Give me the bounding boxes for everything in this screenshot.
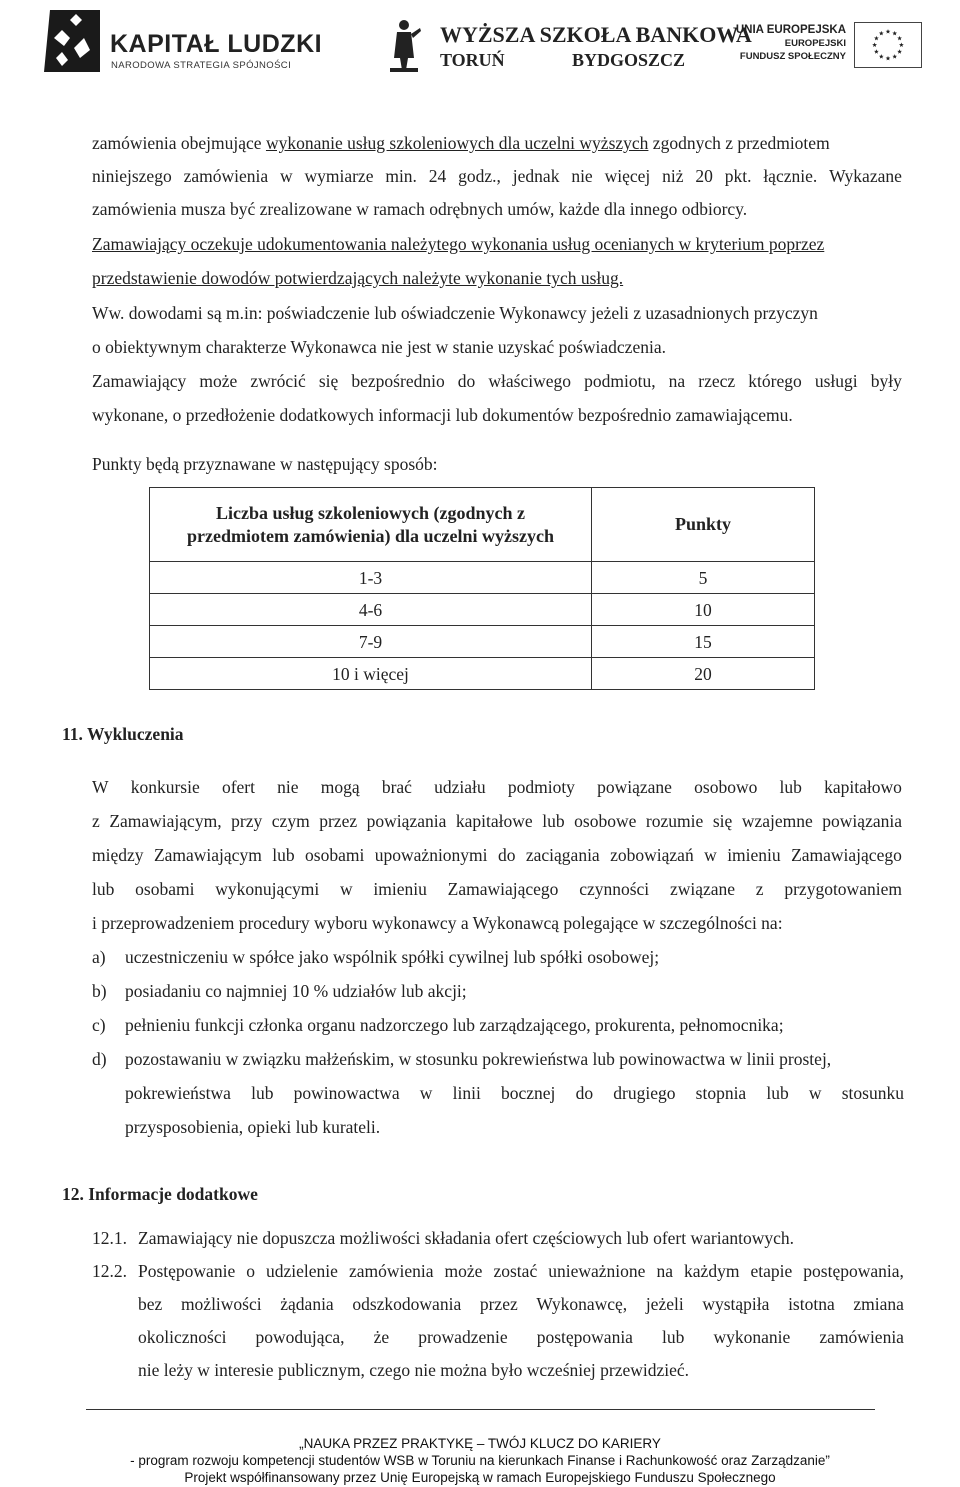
list-item-text: pełnieniu funkcji członka organu nadzorczego lub zarządzającego, prokurenta, pełnomocnika; bbox=[125, 1015, 784, 1035]
section-11-heading: 11. Wykluczenia bbox=[62, 724, 184, 744]
eu-line1: UNIA EUROPEJSKA bbox=[735, 24, 846, 36]
list-item-text: uczestniczeniu w spółce jako wspólnik spółki cywilnej lub spółki osobowej; bbox=[125, 947, 660, 967]
word: prowadzenie bbox=[418, 1327, 508, 1347]
table-cell-count: 4-6 bbox=[358, 600, 383, 620]
word: z bbox=[755, 879, 764, 899]
wsb-name: WYŻSZA SZKOŁA BANKOWA bbox=[440, 22, 752, 47]
word: drugiego bbox=[613, 1083, 676, 1103]
word: w bbox=[340, 879, 353, 899]
intro-line-1 bbox=[92, 133, 830, 154]
table-cell-points: 10 bbox=[694, 600, 712, 620]
word: do bbox=[497, 845, 516, 865]
word: udziału bbox=[434, 777, 486, 797]
intro-line-2 bbox=[92, 166, 902, 187]
word: związane bbox=[669, 879, 736, 899]
eu-logo bbox=[735, 22, 922, 72]
wsb-statue-icon bbox=[384, 18, 424, 72]
word: osobowe bbox=[574, 811, 637, 831]
word: postępowania, bbox=[803, 1261, 904, 1281]
kapital-ludzki-logo bbox=[40, 8, 323, 76]
word: upoważnionymi bbox=[374, 845, 488, 865]
table-header-divider bbox=[150, 561, 814, 562]
table-cell-count: 10 i więcej bbox=[332, 664, 409, 684]
word: linii bbox=[452, 1083, 481, 1103]
word: Postępowanie bbox=[138, 1261, 236, 1281]
eu-flag-icon bbox=[854, 22, 922, 68]
word: między bbox=[92, 845, 144, 865]
word: zmiana bbox=[853, 1294, 904, 1314]
intro-line-5: przedstawienie dowodów potwierdzających należyte wykonanie tych usług. bbox=[92, 268, 624, 288]
table-cell-count: 7-9 bbox=[358, 632, 383, 652]
word: osobami bbox=[135, 879, 195, 899]
word: pokrewieństwa bbox=[125, 1083, 231, 1103]
section-12-heading: 12. Informacje dodatkowe bbox=[62, 1184, 258, 1204]
word: w bbox=[279, 166, 293, 186]
word: nie bbox=[571, 166, 593, 186]
word: może bbox=[444, 1261, 483, 1281]
word: min. bbox=[385, 166, 417, 186]
word: kapitałowe bbox=[455, 811, 533, 831]
word: rozumie bbox=[645, 811, 704, 831]
word: Zamawiającego bbox=[447, 879, 559, 899]
word: lub bbox=[766, 1083, 789, 1103]
word: udzielenie bbox=[266, 1261, 338, 1281]
word: mogą bbox=[320, 777, 360, 797]
word: powiązane bbox=[597, 777, 672, 797]
table-row-divider bbox=[150, 625, 814, 626]
word: w bbox=[808, 1083, 822, 1103]
section-11-line-5: i przeprowadzeniem procedury wyboru wykonawcy a Wykonawcą polegające w szczególności na: bbox=[92, 913, 783, 933]
exclusion-list-item bbox=[92, 947, 106, 968]
word: W bbox=[92, 777, 109, 797]
table-cell-points: 5 bbox=[698, 568, 708, 588]
word: rzecz bbox=[698, 371, 736, 391]
word: etapie bbox=[750, 1261, 793, 1281]
word: zamówienia bbox=[348, 1261, 434, 1281]
section-11-line-3 bbox=[92, 845, 902, 866]
word: kapitałowo bbox=[824, 777, 902, 797]
footer-line-2: - program rozwoju kompetencji studentów WSB w Toruniu na kierunkach Finanse i Rachunkowość oraz Zarządzanie” bbox=[130, 1453, 830, 1468]
subsection-text-line-3 bbox=[138, 1327, 904, 1348]
eu-line3: FUNDUSZ SPOŁECZNY bbox=[739, 51, 846, 62]
word: stosunku bbox=[841, 1083, 904, 1103]
word: czynności bbox=[579, 879, 650, 899]
word: konkursie bbox=[130, 777, 200, 797]
wsb-city-bydgoszcz: BYDGOSZCZ bbox=[572, 50, 686, 70]
kapital-ludzki-title: KAPITAŁ LUDZKI bbox=[110, 30, 323, 58]
word: na bbox=[656, 1261, 673, 1281]
list-item-text: posiadaniu co najmniej 10 % udziałów lub akcji; bbox=[125, 981, 467, 1001]
word: powodująca, bbox=[255, 1327, 345, 1347]
table-header-count-line2: przedmiotem zamówienia) dla uczelni wyższych bbox=[187, 526, 554, 546]
eu-line2: EUROPEJSKI bbox=[784, 38, 846, 49]
word: możliwości bbox=[180, 1294, 262, 1314]
word: Zamawiającym bbox=[153, 845, 262, 865]
list-item-text-continued bbox=[125, 1083, 904, 1104]
word: unieważnione bbox=[548, 1261, 646, 1281]
word: zaciągania bbox=[525, 845, 600, 865]
word: łącznie. bbox=[763, 166, 818, 186]
word: nie bbox=[277, 777, 299, 797]
word: podmiotu, bbox=[584, 371, 656, 391]
word: Zamawiającego bbox=[791, 845, 902, 865]
subsection-number: 12.1. bbox=[92, 1228, 127, 1248]
intro-line-9: wykonane, o przedłożenie dodatkowych informacji lub dokumentów bezpośrednio zamawiającemu. bbox=[92, 405, 793, 425]
word: jeżeli bbox=[645, 1294, 684, 1314]
exclusion-list-item bbox=[92, 981, 107, 1002]
scoring-table bbox=[149, 487, 815, 690]
word: zostać bbox=[493, 1261, 538, 1281]
word: lub bbox=[662, 1327, 685, 1347]
table-header-count-line1: Liczba usług szkoleniowych (zgodnych z bbox=[215, 503, 526, 523]
list-marker: a) bbox=[92, 947, 106, 967]
intro-line-4: Zamawiający oczekuje udokumentowania należytego wykonania usług ocenianych w kryterium poprzez bbox=[92, 234, 825, 254]
word: Zamawiający bbox=[92, 371, 187, 391]
word: podmioty bbox=[507, 777, 575, 797]
table-cell-points: 20 bbox=[694, 664, 712, 684]
word: bezpośrednio bbox=[351, 371, 445, 391]
word: powiązania bbox=[366, 811, 447, 831]
word: się bbox=[318, 371, 339, 391]
section-11-line-2 bbox=[92, 811, 902, 832]
subsection-text-line-2 bbox=[138, 1294, 904, 1315]
word: lub bbox=[272, 845, 295, 865]
word: którego bbox=[748, 371, 802, 391]
intro-line-8 bbox=[92, 371, 902, 392]
word: usługi bbox=[814, 371, 858, 391]
intro-line-1-underlined: wykonanie usług szkoleniowych dla uczelni wyższych bbox=[265, 133, 649, 153]
word: wykonującymi bbox=[215, 879, 320, 899]
intro-line-10: Punkty będą przyznawane w następujący sposób: bbox=[92, 454, 438, 474]
subsection-text: Zamawiający nie dopuszcza możliwości składania ofert częściowych lub ofert wariantowych. bbox=[138, 1228, 794, 1248]
list-item-text-continued: przysposobienia, opieki lub kurateli. bbox=[125, 1117, 381, 1137]
table-row-divider bbox=[150, 593, 814, 594]
exclusion-list-item bbox=[92, 1049, 107, 1070]
list-item-text: pozostawaniu w związku małżeńskim, w stosunku pokrewieństwa lub powinowactwa w linii prostej, bbox=[125, 1049, 832, 1069]
word: wymiarze bbox=[304, 166, 374, 186]
word: były bbox=[870, 371, 902, 391]
intro-line-3: zamówienia musza być zrealizowane w ramach odrębnych umów, każde dla innego odbiorcy. bbox=[92, 199, 748, 219]
table-header-points: Punkty bbox=[674, 514, 732, 534]
subsection-text-line-1 bbox=[138, 1261, 904, 1282]
word: wykonanie bbox=[713, 1327, 791, 1347]
word: osobowo bbox=[694, 777, 758, 797]
word: lub bbox=[542, 811, 565, 831]
table-row-divider bbox=[150, 657, 814, 658]
word: Wykazane bbox=[829, 166, 902, 186]
word: każdym bbox=[684, 1261, 740, 1281]
word: się bbox=[712, 811, 733, 831]
word: że bbox=[373, 1327, 390, 1347]
word: lub bbox=[251, 1083, 274, 1103]
word: bocznej bbox=[500, 1083, 556, 1103]
section-11-line-4 bbox=[92, 879, 902, 900]
word: postępowania bbox=[536, 1327, 633, 1347]
wsb-city-torun: TORUŃ bbox=[440, 50, 505, 70]
word: do bbox=[575, 1083, 594, 1103]
word: 24 bbox=[428, 166, 447, 186]
wsb-logo bbox=[384, 18, 752, 72]
footer-line-3: Projekt współfinansowany przez Unię Europejską w ramach Europejskiego Funduszu Społecznego bbox=[184, 1470, 776, 1485]
word: niż bbox=[662, 166, 684, 186]
word: wystąpiła bbox=[702, 1294, 770, 1314]
word: istotna bbox=[788, 1294, 835, 1314]
word: lub bbox=[92, 879, 115, 899]
list-marker: c) bbox=[92, 1015, 106, 1035]
word: ofert bbox=[221, 777, 255, 797]
section-11-line-1 bbox=[92, 777, 902, 798]
kapital-ludzki-subtitle: NARODOWA STRATEGIA SPÓJNOŚCI bbox=[111, 60, 292, 71]
word: przez bbox=[319, 811, 358, 831]
list-marker: b) bbox=[92, 981, 107, 1001]
word: przygotowaniem bbox=[784, 879, 902, 899]
word: bez bbox=[138, 1294, 163, 1314]
word: w bbox=[419, 1083, 433, 1103]
word: właściwego bbox=[488, 371, 572, 391]
table-cell-count: 1-3 bbox=[358, 568, 383, 588]
word: okoliczności bbox=[138, 1327, 227, 1347]
word: zamówienia bbox=[183, 166, 269, 186]
kapital-ludzki-emblem-icon bbox=[40, 8, 102, 76]
word: stopnia bbox=[695, 1083, 747, 1103]
word: godz., bbox=[458, 166, 501, 186]
word: w bbox=[704, 845, 717, 865]
word: może bbox=[199, 371, 238, 391]
footer-line-1: „NAUKA PRZEZ PRAKTYKĘ – TWÓJ KLUCZ DO KARIERY bbox=[299, 1436, 661, 1451]
intro-line-1a: zamówienia obejmujące bbox=[92, 133, 262, 153]
word: Zamawiającym, bbox=[109, 811, 222, 831]
word: zwrócić bbox=[250, 371, 306, 391]
word: 20 bbox=[695, 166, 713, 186]
table-cell-points: 15 bbox=[694, 632, 712, 652]
word: brać bbox=[381, 777, 412, 797]
word: niniejszego bbox=[92, 166, 172, 186]
word: powiązania bbox=[822, 811, 902, 831]
intro-line-6: Ww. dowodami są m.in: poświadczenie lub oświadczenie Wykonawcy jeżeli z uzasadnionych przyczyn bbox=[92, 303, 818, 323]
word: więcej bbox=[604, 166, 651, 186]
footer-divider bbox=[86, 1409, 875, 1410]
word: imieniu bbox=[373, 879, 427, 899]
word: zamówienia bbox=[819, 1327, 904, 1347]
word: powinowactwa bbox=[293, 1083, 400, 1103]
word: Wykonawcę, bbox=[536, 1294, 628, 1314]
word: z bbox=[92, 811, 100, 831]
intro-line-1c: zgodnych z przedmiotem bbox=[652, 133, 830, 153]
word: o bbox=[246, 1261, 255, 1281]
word: pkt. bbox=[724, 166, 752, 186]
eu-logo-text bbox=[736, 24, 846, 63]
word: lub bbox=[779, 777, 802, 797]
word: odszkodowania bbox=[352, 1294, 462, 1314]
intro-line-7: o obiektywnym charakterze Wykonawca nie jest w stanie uzyskać poświadczenia. bbox=[92, 337, 666, 357]
word: przy bbox=[231, 811, 263, 831]
word: czym bbox=[271, 811, 310, 831]
word: zobowiązań bbox=[610, 845, 694, 865]
subsection-number: 12.2. bbox=[92, 1261, 127, 1281]
word: osobami bbox=[305, 845, 365, 865]
list-marker: d) bbox=[92, 1049, 107, 1069]
word: przez bbox=[479, 1294, 518, 1314]
word: na bbox=[668, 371, 686, 391]
word: żądania bbox=[280, 1294, 334, 1314]
subsection-text-line-4: nie leży w interesie publicznym, czego nie można było wcześniej przewidzieć. bbox=[138, 1360, 690, 1380]
word: do bbox=[457, 371, 476, 391]
exclusion-list-item bbox=[92, 1015, 106, 1036]
word: wzajemne bbox=[741, 811, 813, 831]
word: jednak bbox=[512, 166, 560, 186]
word: imieniu bbox=[727, 845, 781, 865]
table-header-count bbox=[150, 502, 591, 548]
